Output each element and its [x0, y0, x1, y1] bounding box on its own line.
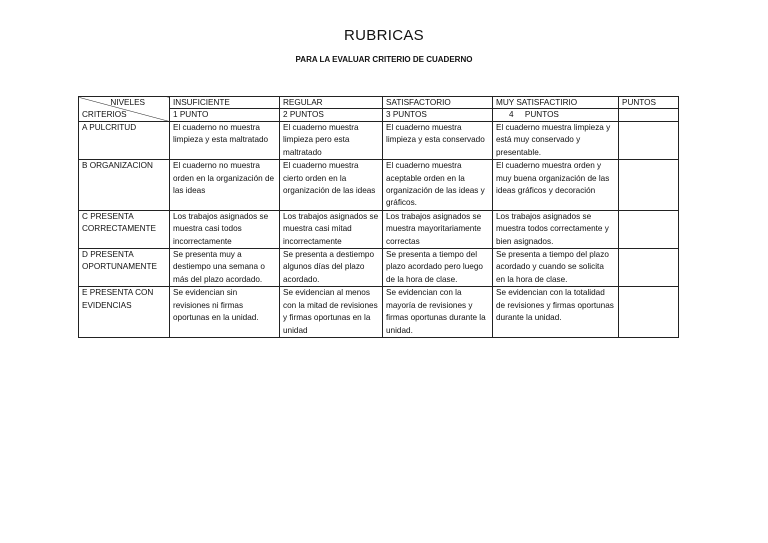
- points-cell: [619, 122, 679, 160]
- rubric-cell: Se evidencian sin revisiones ni firmas oportunas en la unidad.: [170, 287, 280, 338]
- level-header-insuficiente: INSUFICIENTE: [170, 97, 280, 109]
- rubric-cell: Se evidencian con la totalidad de revisiones y firmas oportunas durante la unidad.: [493, 287, 619, 338]
- points-cell: [619, 249, 679, 287]
- level-points-1: 1 PUNTO: [170, 109, 280, 122]
- rubric-cell: El cuaderno muestra cierto orden en la organización de las ideas: [280, 160, 383, 211]
- rubric-table: [78, 96, 679, 338]
- page-subtitle: PARA LA EVALUAR CRITERIO DE CUADERNO: [295, 55, 473, 64]
- level-header-muy-satisfactorio: MUY SATISFACTIRIO: [493, 97, 619, 109]
- points-cell: [619, 160, 679, 211]
- rubric-row-presenta-oportunamente: [79, 249, 679, 287]
- rubric-row-presenta-con-evidencias: [79, 287, 679, 338]
- rubric-cell: Se presenta a tiempo del plazo acordado y cuando se solicita en la hora de clase.: [493, 249, 619, 287]
- criterion-cell: D PRESENTA OPORTUNAMENTE: [79, 249, 170, 287]
- levels-header-row: [79, 97, 679, 109]
- rubric-row-organizacion: [79, 160, 679, 211]
- level-header-regular: REGULAR: [280, 97, 383, 109]
- rubric-cell: Se presenta muy a destiempo una semana o más del plazo acordado.: [170, 249, 280, 287]
- rubric-cell: El cuaderno muestra aceptable orden en la organización de las ideas y gráficos.: [383, 160, 493, 211]
- points-cell: [619, 210, 679, 248]
- rubric-cell: Se evidencian al menos con la mitad de revisiones y firmas oportunas en la unidad: [280, 287, 383, 338]
- criterion-cell: B ORGANIZACION: [79, 160, 170, 211]
- page-title: RUBRICAS: [344, 27, 424, 44]
- rubric-cell: El cuaderno no muestra limpieza y esta maltratado: [170, 122, 280, 160]
- rubric-row-presenta-correctamente: [79, 210, 679, 248]
- level-header-satisfactorio: SATISFACTORIO: [383, 97, 493, 109]
- rubric-cell: El cuaderno muestra limpieza y está muy conservado y presentable.: [493, 122, 619, 160]
- points-header: PUNTOS: [619, 97, 679, 109]
- rubric-cell: El cuaderno muestra orden y muy buena organización de las ideas gráficos y decoración: [493, 160, 619, 211]
- rubric-cell: Se presenta a tiempo del plazo acordado pero luego de la hora de clase.: [383, 249, 493, 287]
- rubric-cell: Se evidencian con la mayoría de revisiones y firmas oportunas durante la unidad.: [383, 287, 493, 338]
- corner-header-cell: [79, 97, 170, 122]
- points-cell: [619, 287, 679, 338]
- niveles-label: NIVELES: [110, 98, 145, 107]
- rubric-cell: Los trabajos asignados se muestra mayoritariamente correctas: [383, 210, 493, 248]
- rubric-cell: Los trabajos asignados se muestra casi mitad incorrectamente: [280, 210, 383, 248]
- criterios-label: CRITERIOS: [82, 109, 127, 119]
- criterion-cell: E PRESENTA CON EVIDENCIAS: [79, 287, 170, 338]
- level-points-4: 4 PUNTOS: [493, 109, 619, 122]
- rubric-cell: Los trabajos asignados se muestra casi todos incorrectamente: [170, 210, 280, 248]
- criterion-cell: C PRESENTA CORRECTAMENTE: [79, 210, 170, 248]
- points-empty-cell: [619, 109, 679, 122]
- rubric-cell: El cuaderno muestra limpieza y esta conservado: [383, 122, 493, 160]
- rubric-cell: Los trabajos asignados se muestra todos correctamente y bien asignados.: [493, 210, 619, 248]
- level-points-3: 3 PUNTOS: [383, 109, 493, 122]
- rubric-cell: Se presenta a destiempo algunos días del plazo acordado.: [280, 249, 383, 287]
- rubric-cell: El cuaderno muestra limpieza pero esta maltratado: [280, 122, 383, 160]
- rubric-cell: El cuaderno no muestra orden en la organización de las ideas: [170, 160, 280, 211]
- criterion-cell: A PULCRITUD: [79, 122, 170, 160]
- rubric-row-pulcritud: [79, 122, 679, 160]
- level-points-2: 2 PUNTOS: [280, 109, 383, 122]
